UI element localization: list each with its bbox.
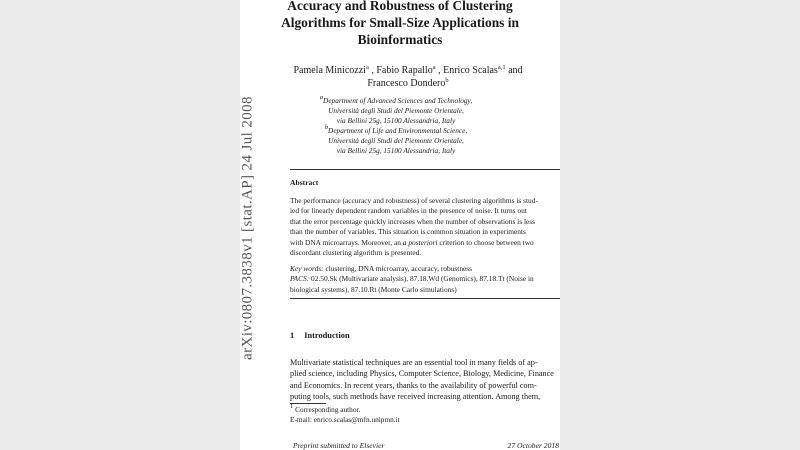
abstract-line: ied for linearly dependent random variables in the presence of noise. It turns out [290,206,527,216]
abstract-bottom-rule [290,298,560,299]
author-mark: a,1 [497,64,506,71]
footnote-email: E-mail: enrico.scalas@mfn.unipmn.it [290,415,400,424]
author-mark: b [445,77,449,84]
affiliation-line: Università degli Studi del Piemonte Orientale, [328,106,464,115]
intro-line: and Economics. In recent years, thanks to the availability of powerful com- [290,380,537,390]
author-separator: , [435,65,444,76]
author-name: Fabio Rapallo [376,65,433,76]
section-number: 1 [290,331,295,340]
footer-date: 27 October 2018 [507,441,559,450]
keywords-block [290,264,560,295]
footer-preprint: Preprint submitted to Elsevier [293,441,385,450]
paper-page [240,0,560,450]
footnote-mark: 1 [290,403,294,410]
footnote-text: Corresponding author. [293,405,361,414]
keywords-label: Key words: [290,264,324,273]
author-name: Francesco Dondero [367,78,446,89]
affiliation-line: via Bellini 25g, 15100 Alessandria, Italy [336,116,456,125]
author-mark: a [365,64,369,71]
section-title: Introduction [304,331,350,340]
section-heading [290,331,350,340]
pacs-text: biological systems), 87.10.Rt (Monte Carlo simulations) [290,284,457,294]
author-mark: a [432,64,436,71]
abstract-line: than the number of variables. This situation is common situation in experiments [290,227,526,237]
abstract-line: with DNA microarrays. Moreover, an [290,237,403,247]
title-line: Accuracy and Robustness of Clustering [287,0,513,13]
author-name: Pamela Minicozzi [293,65,366,76]
author-list [248,64,560,90]
footnote-rule [290,403,326,404]
pacs-label: PACS: [290,274,310,284]
affiliation-line: Department of Life and Environmental Science, [328,126,468,135]
abstract-heading: Abstract [290,178,319,187]
abstract-top-rule [290,169,560,170]
abstract-line: discordant clustering algorithm is presented. [290,248,422,258]
author-name: Enrico Scalas [443,65,498,76]
affiliation-b [240,126,552,156]
footnote [290,405,400,425]
title-line: Algorithms for Small-Size Applications in [281,15,519,30]
affiliation-line: Università degli Studi del Piemonte Orientale, [328,136,464,145]
abstract-line: The performance (accuracy and robustness) of several clustering algorithms is stud- [290,196,538,205]
affiliation-a [240,96,552,126]
intro-paragraph [290,357,560,403]
intro-line: puting tools, such methods have received increasing attention. Among them, [290,392,541,402]
paper-title [240,0,560,48]
affiliation-mark: a [319,94,324,101]
arxiv-stamp: arXiv:0807.3838v1 [stat.AP] 24 Jul 2008 [239,96,256,360]
intro-line: Multivariate statistical techniques are an essential tool in many fields of ap- [290,358,538,367]
affiliation-line: via Bellini 25g, 15100 Alessandria, Italy [336,146,456,155]
title-line: Bioinformatics [357,32,443,47]
intro-line: plied science, including Physics, Computer Science, Biology, Medicine, Finance [290,369,554,379]
abstract-line: that the error percentage quickly increases when the number of observations is less [290,216,536,226]
pacs-text: 02.50.Sk (Multivariate analysis), 87.18.Wd (Genomics), 87.18.Tt (Noise in [309,274,534,284]
author-separator: , [368,65,377,76]
keywords-text: clustering, DNA microarray, accuracy, robustness [323,264,473,273]
affiliation-line: Department of Advanced Sciences and Technology, [323,96,473,105]
affiliation-mark: b [324,124,329,131]
author-and: and [505,65,523,76]
abstract-text [290,196,560,258]
abstract-line: criterion to choose between two [437,237,534,247]
abstract-italic: a posteriori [402,237,438,247]
